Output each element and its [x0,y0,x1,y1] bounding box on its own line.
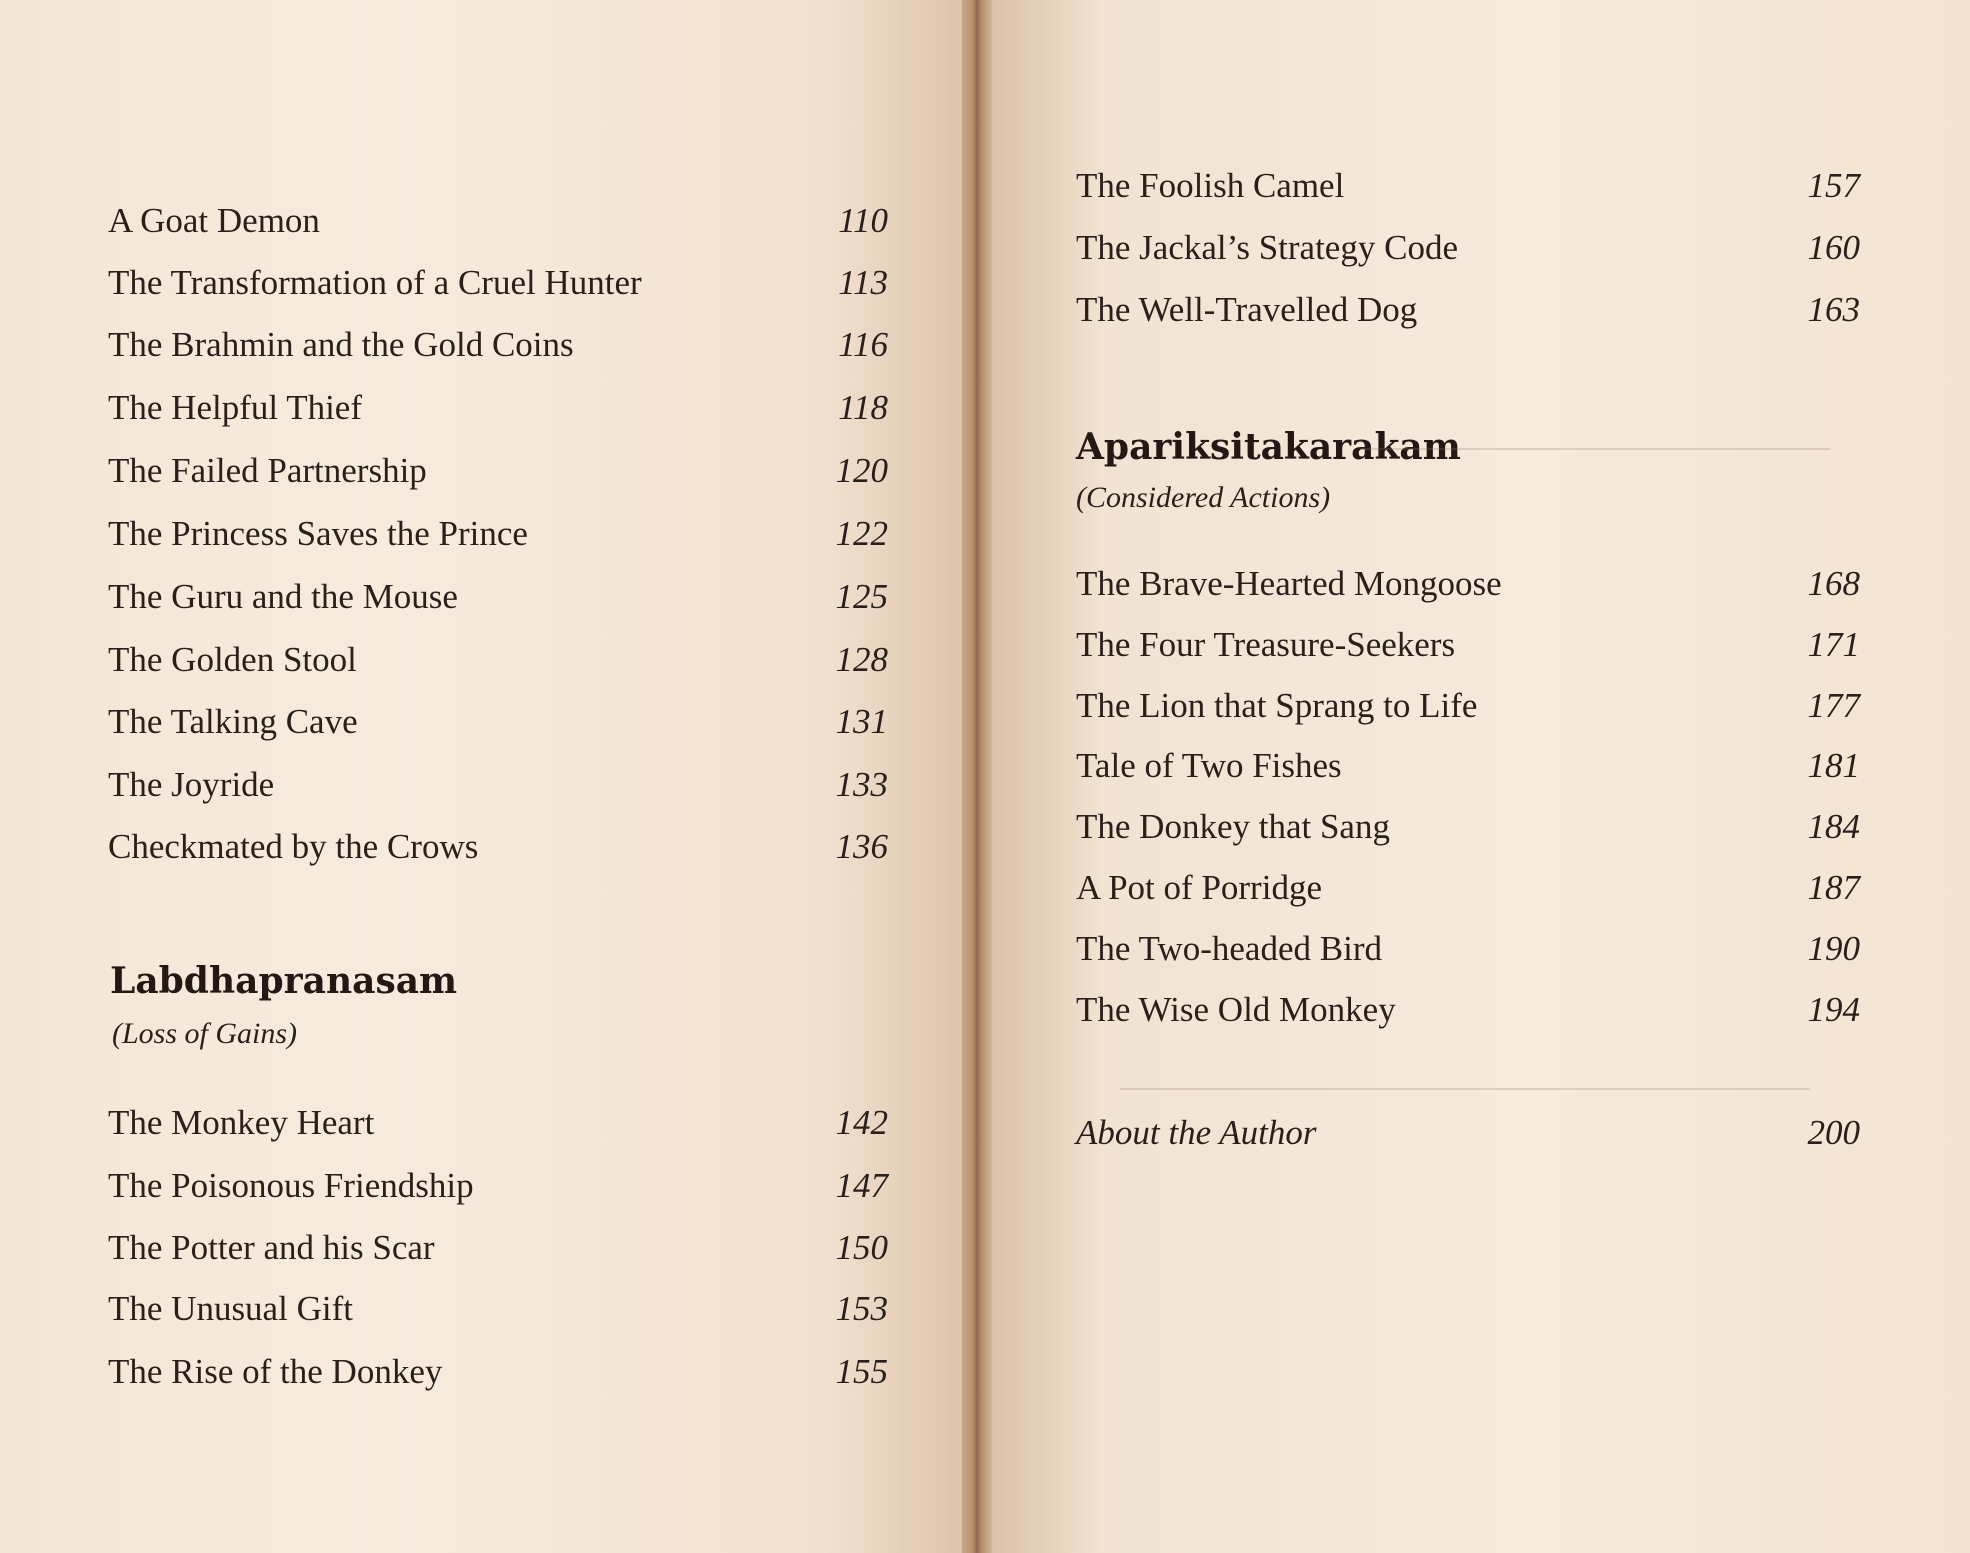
toc-entry-title: The Brave-Hearted Mongoose [1076,564,1502,603]
toc-entry [108,1349,888,1395]
toc-entry-page: 128 [835,640,888,679]
toc-entry-title: The Unusual Gift [108,1289,353,1328]
toc-entry-page: 153 [835,1289,888,1328]
toc-entry-page: 142 [835,1103,888,1142]
toc-entry-title: The Foolish Camel [1076,166,1345,205]
toc-entry-title: The Rise of the Donkey [108,1352,443,1391]
toc-entry [1076,287,1860,333]
toc-entry-page: 125 [835,577,888,616]
toc-entry [1076,926,1860,972]
toc-entry-page: 184 [1807,807,1860,846]
toc-entry [1076,743,1860,789]
toc-entry-page: 157 [1807,166,1860,205]
toc-entry-title: A Pot of Porridge [1076,868,1322,907]
toc-entry-title: The Brahmin and the Gold Coins [108,325,574,364]
toc-entry-page: 118 [838,388,888,427]
toc-entry-page: 155 [835,1352,888,1391]
toc-entry-page: 181 [1807,746,1860,785]
toc-entry-page: 200 [1807,1113,1860,1152]
toc-entry-title: The Golden Stool [108,640,357,679]
toc-entry [108,385,888,431]
toc-entry-title: The Monkey Heart [108,1103,375,1142]
toc-entry-page: 168 [1807,564,1860,603]
toc-entry-title: The Donkey that Sang [1076,807,1390,846]
toc-entry-page: 133 [835,765,888,804]
divider [1120,1088,1810,1090]
divider [1360,448,1830,450]
toc-entry-page: 194 [1807,990,1860,1029]
toc-entry-title: The Guru and the Mouse [108,577,458,616]
toc-entry-title: The Potter and his Scar [108,1228,435,1267]
section-title: Labdhapranasam [110,960,458,1002]
toc-entry-title: About the Author [1076,1113,1317,1152]
toc-entry-title: The Lion that Sprang to Life [1076,686,1478,725]
toc-entry-page: 171 [1807,625,1860,664]
toc-entry [108,574,888,620]
section-subtitle: (Loss of Gains) [112,1017,298,1050]
toc-entry-page: 147 [835,1166,888,1205]
toc-entry-page: 113 [838,263,888,302]
toc-entry-page: 187 [1807,868,1860,907]
toc-entry [1076,225,1860,271]
section-subtitle: (Considered Actions) [1076,481,1331,514]
toc-entry-title: The Two-headed Bird [1076,929,1382,968]
toc-entry [108,1225,888,1271]
toc-entry [1076,561,1860,607]
toc-entry-title: A Goat Demon [108,201,320,240]
toc-entry [1076,683,1860,729]
toc-entry-page: 122 [835,514,888,553]
toc-entry-page: 163 [1807,290,1860,329]
toc-entry-title: The Talking Cave [108,702,358,741]
toc-entry [108,762,888,808]
toc-entry-page: 136 [835,827,888,866]
toc-entry [108,699,888,745]
toc-entry-title: The Failed Partnership [108,451,427,490]
toc-entry-page: 190 [1807,929,1860,968]
toc-entry-page: 150 [835,1228,888,1267]
toc-entry [108,322,888,368]
toc-entry [1076,622,1860,668]
toc-entry-title: The Four Treasure-Seekers [1076,625,1456,664]
toc-entry [1076,987,1860,1033]
toc-entry-title: The Helpful Thief [108,388,362,427]
toc-entry-title: The Wise Old Monkey [1076,990,1396,1029]
toc-entry-page: 110 [838,201,888,240]
toc-entry [108,1163,888,1209]
toc-entry [108,637,888,683]
toc-entry [108,1286,888,1332]
toc-entry [1076,163,1860,209]
toc-entry-title: Checkmated by the Crows [108,827,479,866]
toc-entry-page: 160 [1807,228,1860,267]
toc-entry-page: 116 [838,325,888,364]
toc-entry [108,260,888,306]
toc-entry [1076,804,1860,850]
toc-entry [1076,865,1860,911]
toc-entry-title: The Joyride [108,765,275,804]
section-title: Apariksitakarakam [1076,426,1461,468]
toc-entry-page: 120 [835,451,888,490]
book-gutter [962,0,992,1553]
toc-entry-title: The Jackal’s Strategy Code [1076,228,1458,267]
toc-entry-page: 177 [1807,686,1860,725]
toc-entry-title: The Princess Saves the Prince [108,514,528,553]
toc-entry-about [1076,1110,1860,1156]
toc-entry [108,1100,888,1146]
toc-entry [108,448,888,494]
toc-entry-title: Tale of Two Fishes [1076,746,1342,785]
toc-entry [108,824,888,870]
toc-entry-title: The Poisonous Friendship [108,1166,474,1205]
toc-entry-title: The Transformation of a Cruel Hunter [108,263,642,302]
toc-entry-page: 131 [835,702,888,741]
toc-entry-title: The Well-Travelled Dog [1076,290,1418,329]
toc-entry [108,198,888,244]
toc-entry [108,511,888,557]
